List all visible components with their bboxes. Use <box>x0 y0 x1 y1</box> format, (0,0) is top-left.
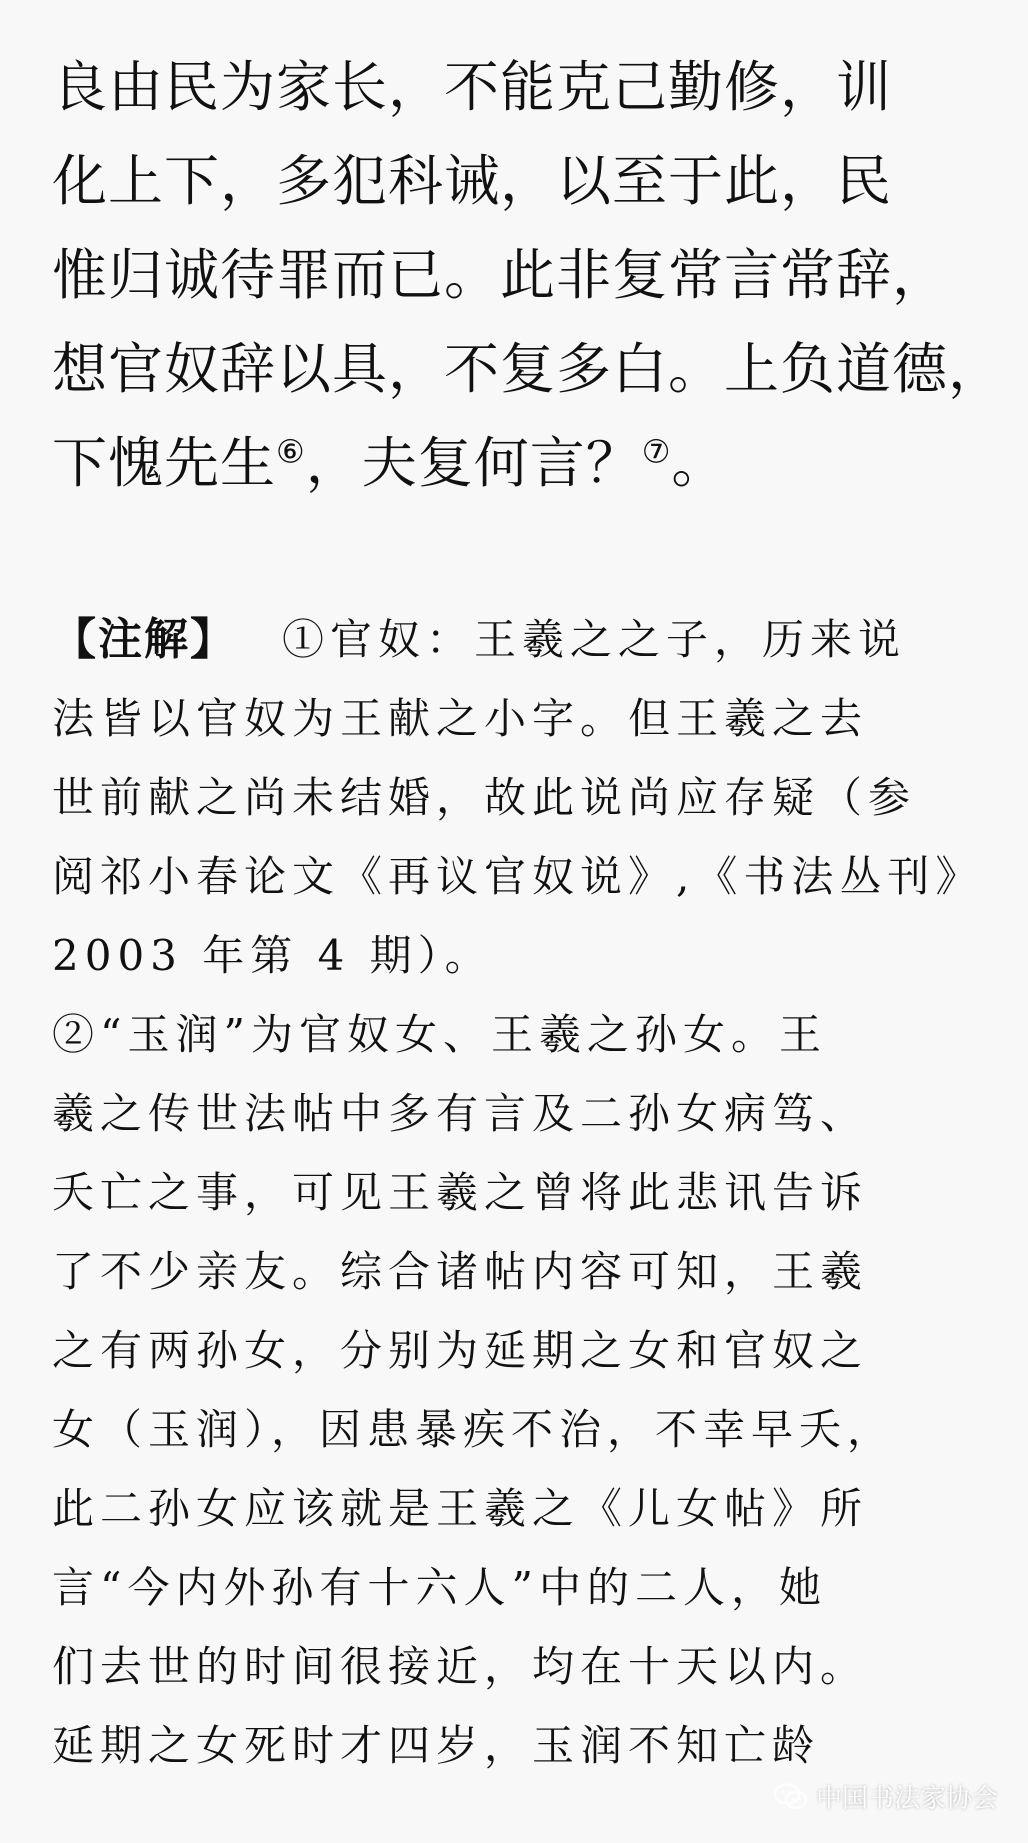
annotation-line: 延期之女死时才四岁，玉润不知亡龄 <box>52 1721 821 1770</box>
annotation-line: ②“玉润”为官奴女、王羲之孙女。王 <box>52 1010 827 1059</box>
watermark-text: 中国书法家协会 <box>815 1784 998 1814</box>
main-text-line: 惟归诚待罪而已。此非复常言常辞， <box>52 243 949 307</box>
annotation-line: 2003 年第 4 期）。 <box>52 931 493 980</box>
annotation-line: 世前献之尚未结婚，故此说尚应存疑（参 <box>52 773 917 822</box>
annotation-text: ①官奴：王羲之之子，历来说 <box>282 615 907 664</box>
main-text-segment: 。 <box>671 431 728 495</box>
annotation-line: 了不少亲友。综合诸帖内容可知，王羲 <box>52 1247 869 1296</box>
main-text-segment: 下愧先生 <box>52 431 277 495</box>
footnote-mark-6: ⑥ <box>276 432 306 471</box>
main-text <box>52 40 1005 510</box>
main-text-line: 想官奴辞以具，不复多白。上负道德， <box>52 337 1005 401</box>
annotation-line: 法皆以官奴为王献之小字。但王羲之去 <box>52 694 869 743</box>
footnote-mark-7: ⑦ <box>641 432 672 471</box>
annotation-line: 阅祁小春论文《再议官奴说》,《书法丛刊》 <box>52 852 984 901</box>
annotation-line: 夭亡之事，可见王羲之曾将此悲讯告诉 <box>52 1168 869 1217</box>
main-text-line: 化上下，多犯科诫，以至于此，民 <box>52 149 893 213</box>
annotation-line: 们去世的时间很接近，均在十天以内。 <box>52 1642 869 1691</box>
watermark <box>774 1778 998 1815</box>
main-text-last-line <box>52 416 1002 510</box>
annotation-line: 此二孙女应该就是王羲之《儿女帖》所 <box>52 1484 869 1533</box>
wechat-icon <box>774 1783 808 1811</box>
annotation-line: 羲之传世法帖中多有言及二孙女病笃、 <box>52 1089 869 1138</box>
main-text-line: 良由民为家长，不能克己勤修，训 <box>52 55 893 119</box>
annotations-section <box>52 600 1012 1785</box>
annotation-first-line <box>52 600 1012 679</box>
main-text-segment: ，夫复何言？ <box>305 431 642 495</box>
annotation-line: 之有两孙女，分别为延期之女和官奴之 <box>52 1326 869 1375</box>
annotation-line: 女（玉润），因患暴疾不治，不幸早夭， <box>52 1405 896 1454</box>
annotation-line: 言“今内外孙有十六人”中的二人，她 <box>52 1563 827 1612</box>
annotations-heading: 【注解】 <box>52 614 236 665</box>
